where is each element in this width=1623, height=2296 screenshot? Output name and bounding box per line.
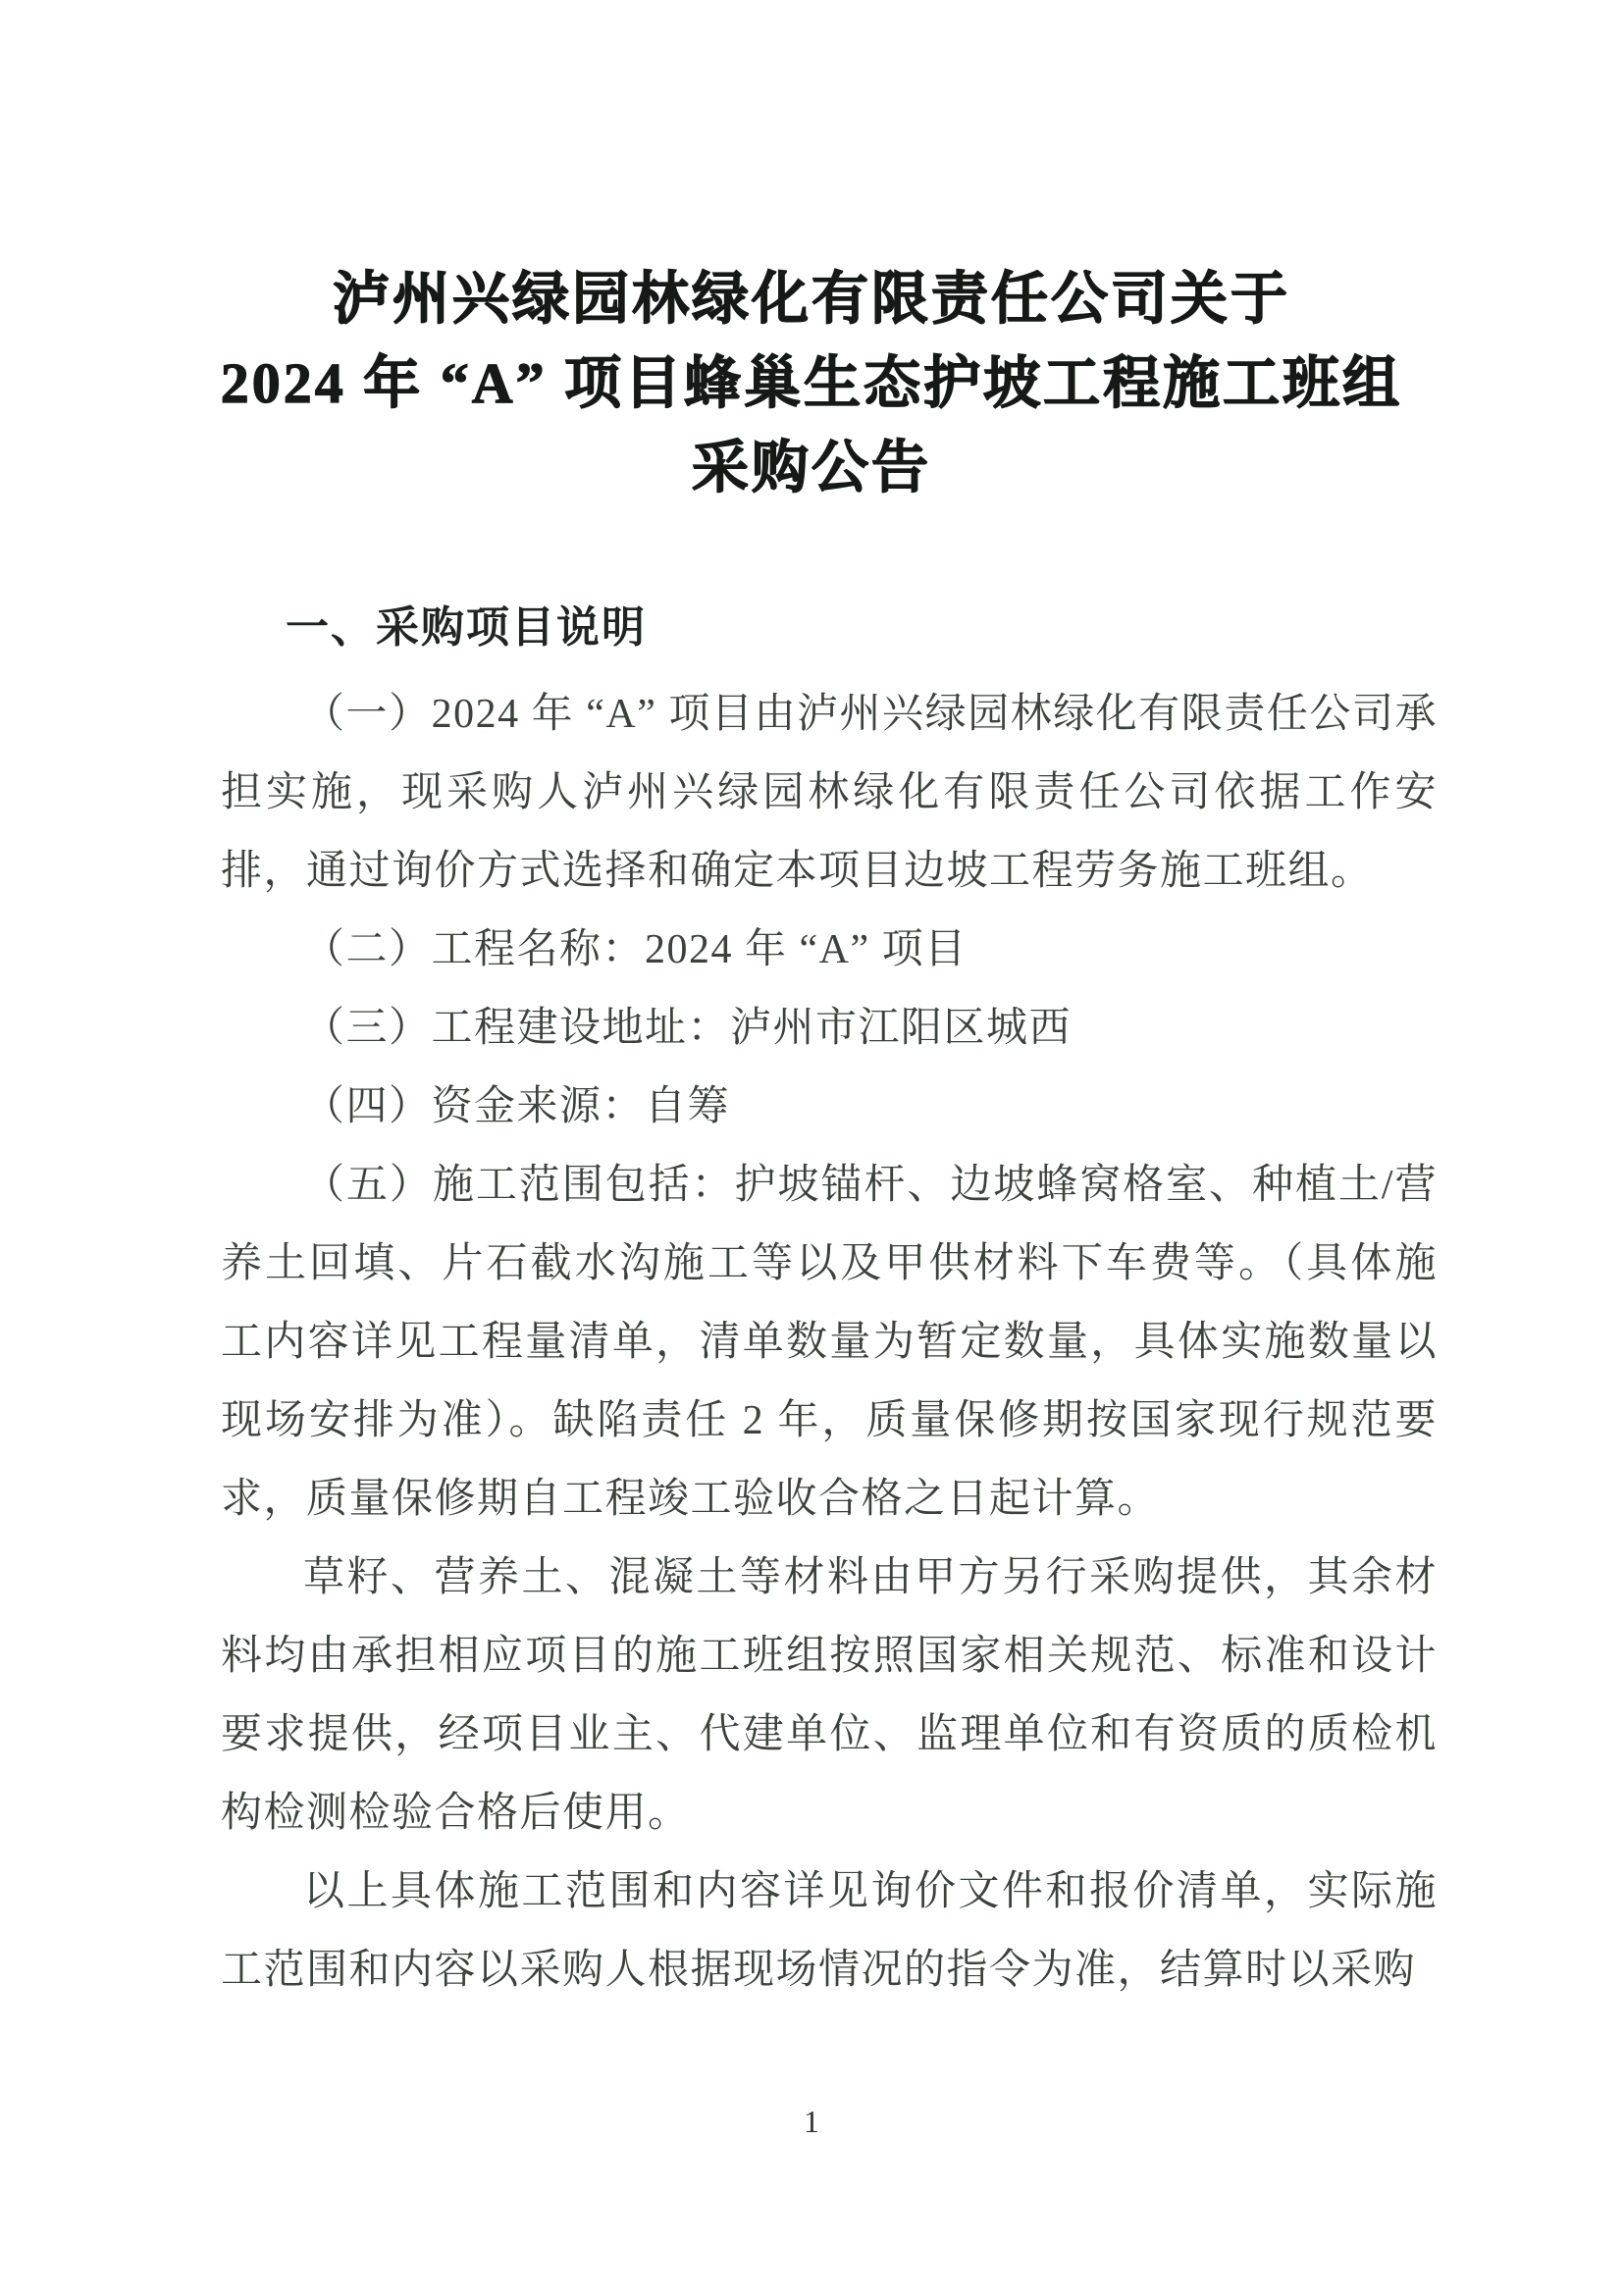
paragraph-1: （一）2024 年 “A” 项目由泸州兴绿园林绿化有限责任公司承担实施，现采购人泸州兴绿园林绿化有限责任公司依据工作安排，通过询价方式选择和确定本项目边坡工程劳务施工班组。 <box>221 692 1438 894</box>
document-body <box>0 675 1438 2009</box>
paragraph-3: （三）工程建设地址：泸州市江阳区城西 <box>303 1006 1073 1051</box>
title-line-1: 泸州兴绿园林绿化有限责任公司关于 <box>332 267 1290 331</box>
paragraph-7: 以上具体施工范围和内容详见询价文件和报价清单，实际施工范围和内容以采购人根据现场情况的指令为准，结算时以采购 <box>221 1869 1438 1993</box>
paragraph-6: 草籽、营养土、混凝土等材料由甲方另行采购提供，其余材料均由承担相应项目的施工班组按照国家相关规范、标准和设计要求提供，经项目业主、代建单位、监理单位和有资质的质检机构检测检验合格后使用。 <box>221 1555 1438 1836</box>
paragraph-5: （五）施工范围包括：护坡锚杆、边坡蜂窝格室、种植土/营养土回填、片石截水沟施工等以及甲供材料下车费等。（具体施工内容详见工程量清单，清单数量为暂定数量，具体实施数量以现场安排为准）。缺陷责任 2 年，质量保修期按国家现行规范要求，质量保修期自工程竣工验收合格之日起计算。 <box>221 1163 1438 1522</box>
title-line-2: 2024 年 “A” 项目蜂巢生态护坡工程施工班组 <box>220 351 1403 415</box>
title-line-3: 采购公告 <box>691 436 931 499</box>
paragraph-2: （二）工程名称：2024 年 “A” 项目 <box>303 927 968 972</box>
document-title <box>0 0 1623 510</box>
paragraph-4: （四）资金来源：自筹 <box>303 1084 731 1129</box>
section-heading: 一、采购项目说明 <box>286 603 647 652</box>
page-number: 1 <box>804 2104 819 2139</box>
